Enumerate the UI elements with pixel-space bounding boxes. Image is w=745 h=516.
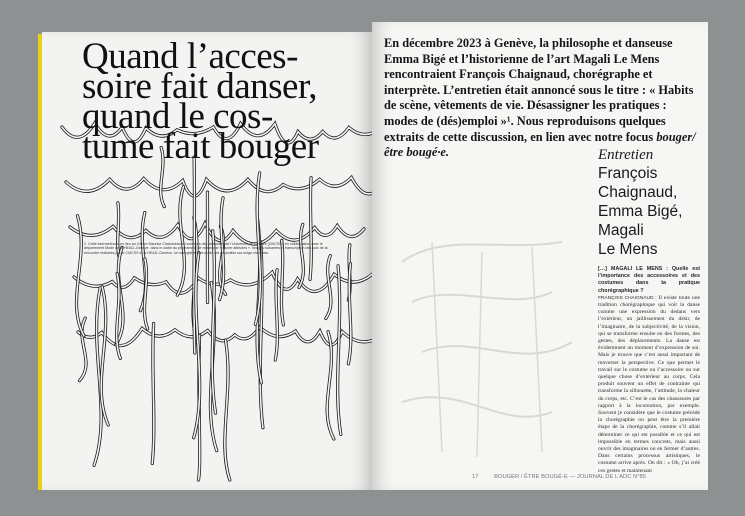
title-line: tume fait bouger (82, 126, 319, 167)
right-page (372, 22, 708, 490)
running-footer: BOUGER / ÊTRE BOUGÉ·E — JOURNAL DE L’ADC N°85 (494, 474, 646, 480)
answer-speaker: FRANÇOIS CHAIGNAUD : (598, 295, 657, 301)
name-line: Chaignaud, (598, 184, 678, 201)
magazine-spread (38, 22, 708, 490)
name-line: Emma Bigé, (598, 203, 683, 220)
page-number: 17 (472, 474, 479, 480)
participant-names (598, 164, 708, 259)
title-line: quand le cos- (82, 96, 273, 137)
interview-column (598, 266, 700, 475)
name-line: François (598, 165, 658, 182)
article-title (82, 36, 372, 167)
title-line: Quand l’acces- (82, 36, 298, 77)
left-page (42, 32, 372, 490)
footnote: 1. Cette intervention a eu lieu au Centre Maurice Chalumeau en sciences des sexualités de l’Université de Genève (CMCSS), en collaboration avec le département Mode de la HEAD–Genève, dans le cadre du programme de recherche « Queer attitudes ». Images suivantes et transcription des voix de la rencontre réalisées par le CMCSS et la HEAD–Genève. Un enregistrement audio est disponible sur unige.ch/cmcss. (84, 242, 328, 255)
interview-header (598, 146, 708, 259)
page-footer (472, 474, 702, 480)
name-line: Magali (598, 222, 644, 239)
name-line: Le Mens (598, 241, 658, 258)
show-through-illustration (382, 222, 582, 462)
intro-text: En décembre 2023 à Genève, la philosophe et danseuse Emma Bigé et l’historienne de l’art Magali Le Mens rencontraient François Chaignaud, chorégraphe et interprète. L’entretien était annoncé sous le titre : « Habits de scène, vêtements de vie. Désassigner les pratiques : modes de (dés)emploi »¹. Nous reproduisons quelques extraits de cette discussion, en lien avec notre focus (384, 36, 694, 144)
intro-paragraph (384, 36, 702, 161)
answer-text: Il existe toute une tradition chorégraphique qui voit la danse comme une expression du dedans vers l’extérieur, un jaillissement du désir, de l’imaginaire, de la subjectivité, de la vision, qui se transforme ensuite en des formes, des gestes, des déplacements. La danse est évidemment un moment d’expression de soi. Mais je trouve que c’est aussi important de renverser la perspective. Ce que permet le travail sur le costume ou l’accessoire ou sur quelque chose d’extérieur au corps. Cela produit souvent un effet de contrainte qui transforme la silhouette, l’attitude, la chaleur du corps, etc. C’est le cas des chaussures par rapport à la locomotion, par exemple. Souvent je considère que le costume précède la chorégraphie ou peut être la première étape de la chorégraphie, comme s’il allait déterminer ce qui est possible et ce qui est impossible en termes concrets, mais aussi ouvrir des imaginaires ou en fermer d’autres. Dans certains processus artistiques, le costume arrive après. On dit : « Oh, j’ai créé ces gestes et maintenant (598, 294, 700, 474)
kicker: Entretien (598, 147, 654, 163)
title-line: soire fait danser, (82, 66, 318, 107)
intro-focus: bouger/être bougé·e. (384, 129, 696, 160)
question: […] MAGALI LE MENS : Quelle est l’importance des accessoires et des costumes dans ta pratique chorégraphique ? (598, 266, 700, 294)
